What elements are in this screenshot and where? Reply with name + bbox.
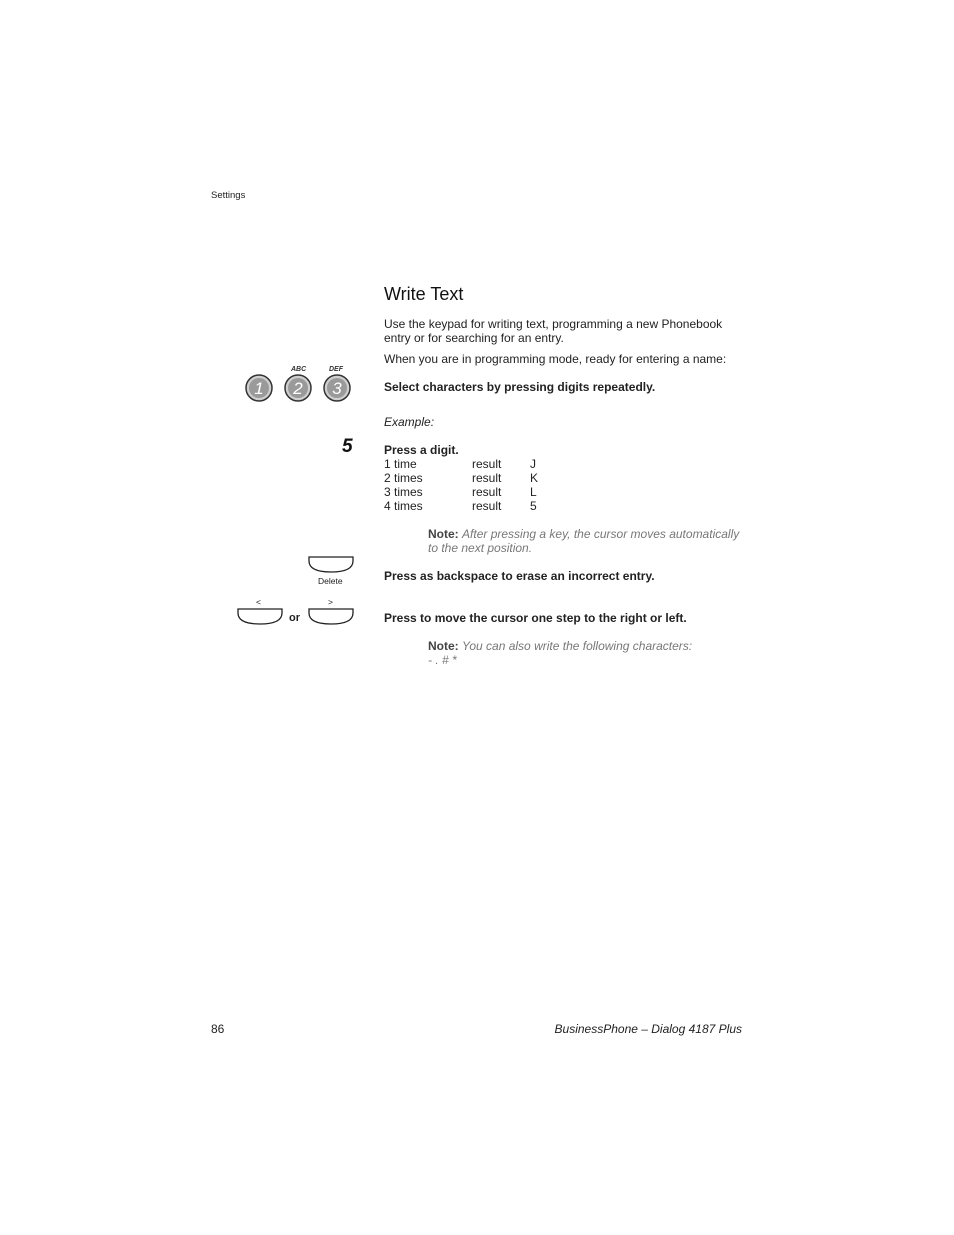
svg-text:3: 3 (332, 379, 342, 398)
delete-key-label: Delete (318, 576, 343, 586)
step-move-cursor: Press to move the cursor one step to the right or left. (384, 611, 687, 625)
page-number: 86 (211, 1022, 225, 1036)
right-arrow-key-icon (307, 607, 355, 627)
note-special-characters: Note: You can also write the following characters: - . # * (428, 639, 693, 667)
table-row: 1 time result J (384, 457, 536, 471)
step-backspace: Press as backspace to erase an incorrect entry. (384, 569, 655, 583)
key-2-icon (284, 374, 312, 402)
left-arrow-key-icon (236, 607, 284, 627)
table-row: 3 times result L (384, 485, 537, 499)
key-3-letters: DEF (329, 366, 343, 373)
section-title: Write Text (384, 284, 464, 304)
digit-keys-illustration (245, 366, 355, 406)
example-digit: 5 (342, 436, 353, 457)
intro-paragraph-2: When you are in programming mode, ready for entering a name: (384, 352, 727, 366)
table-row: 2 times result K (384, 471, 539, 485)
table-row: 4 times result 5 (384, 499, 537, 513)
key-3-icon (323, 374, 351, 402)
svg-text:1: 1 (254, 379, 264, 398)
right-key-label: > (328, 597, 333, 607)
example-label: Example: (384, 415, 435, 429)
step-press-digit: Press a digit. (384, 443, 459, 457)
product-name: BusinessPhone – Dialog 4187 Plus (554, 1022, 742, 1036)
left-key-label: < (256, 597, 261, 607)
key-2-letters: ABC (291, 366, 307, 373)
key-1-icon (245, 374, 273, 402)
intro-paragraph-1: Use the keypad for writing text, programming a new Phonebook entry or for searching for an entry. (384, 317, 723, 345)
or-label: or (289, 612, 300, 624)
note-cursor-moves: Note: After pressing a key, the cursor moves automatically to the next position. (428, 527, 740, 555)
step-select-characters: Select characters by pressing digits repeatedly. (384, 380, 656, 394)
delete-key-icon (307, 555, 355, 575)
running-header: Settings (211, 190, 246, 201)
svg-text:2: 2 (293, 379, 303, 398)
